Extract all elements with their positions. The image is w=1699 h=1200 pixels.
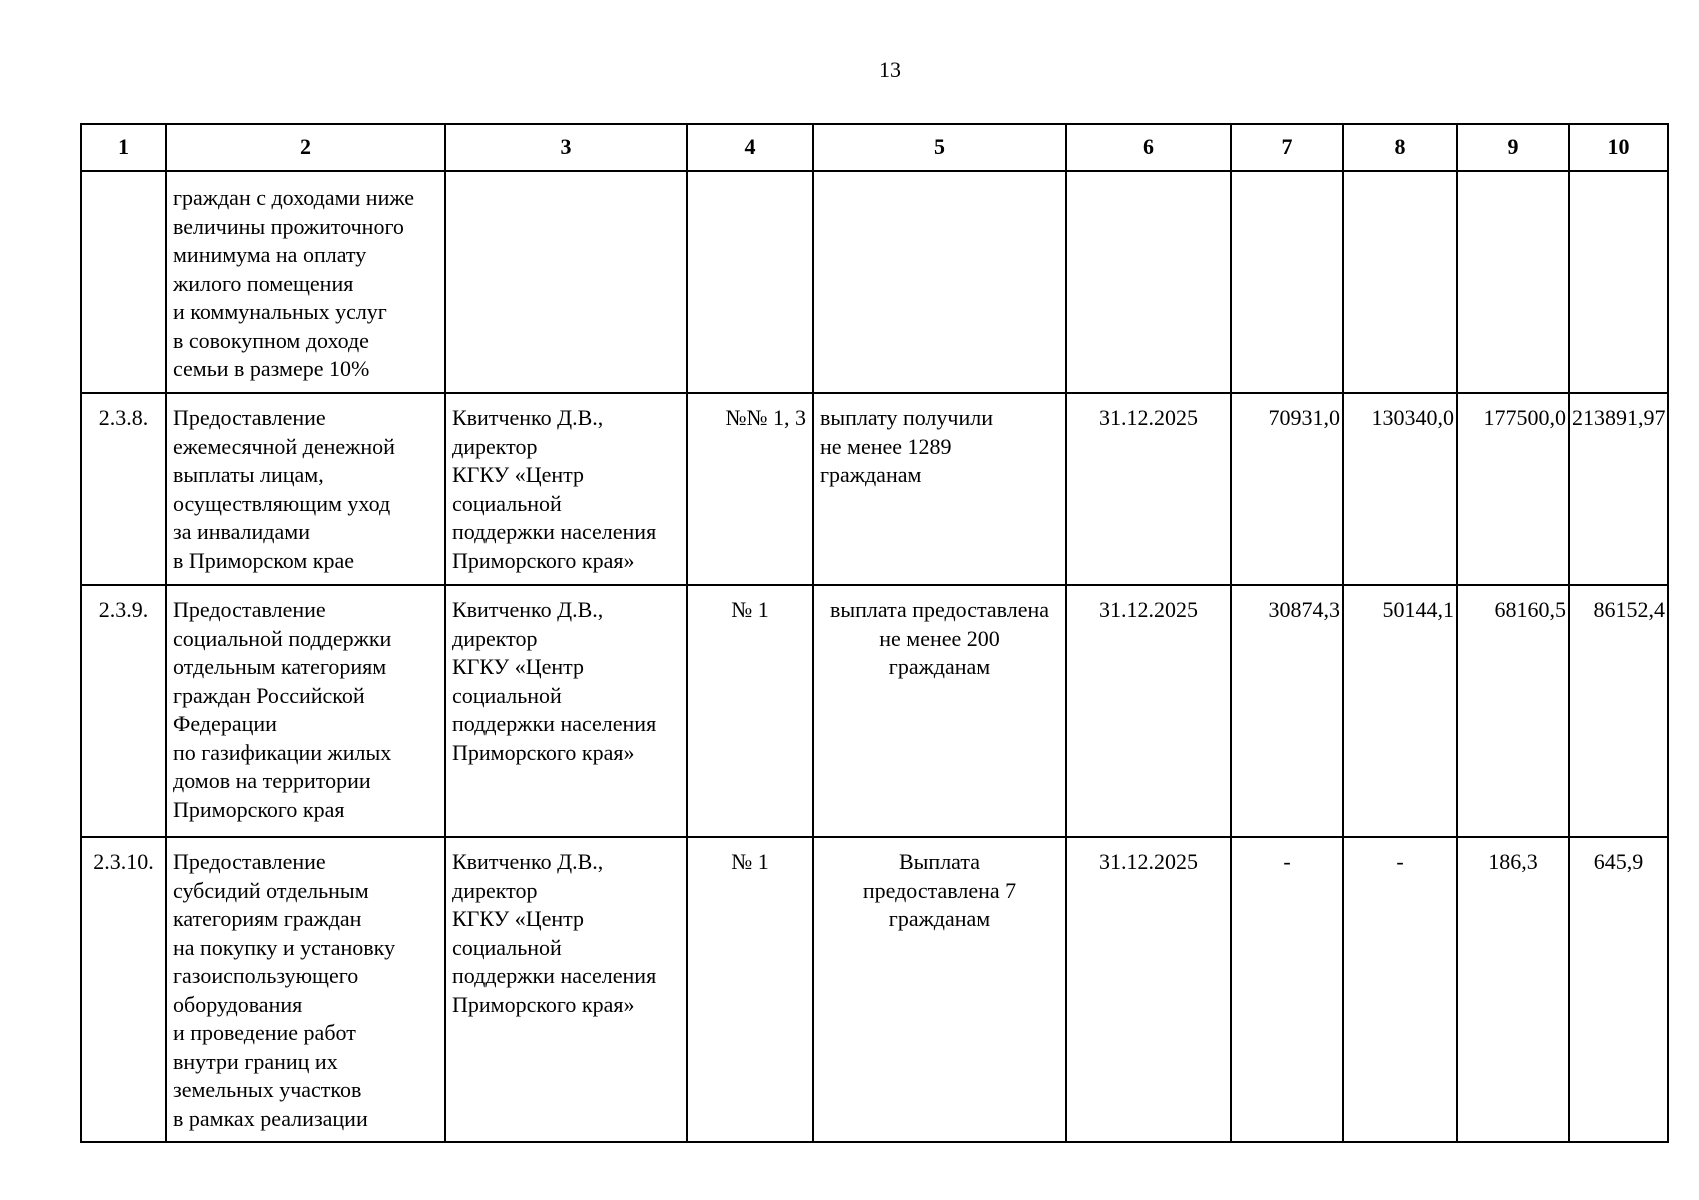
value-cell-8: 130340,0	[1343, 393, 1457, 585]
column-header-6: 6	[1066, 124, 1231, 171]
value-cell-10: 213891,97	[1569, 393, 1668, 585]
value-cell-7: 70931,0	[1231, 393, 1343, 585]
value-cell-7	[1231, 171, 1343, 393]
column-header-2: 2	[166, 124, 445, 171]
responsible-cell: Квитченко Д.В., директор КГКУ «Центр социальной поддержки населения Приморского края»	[445, 837, 687, 1142]
table-row	[81, 837, 1668, 1142]
date-cell: 31.12.2025	[1066, 393, 1231, 585]
activity-name-cell: граждан с доходами ниже величины прожиточного минимума на оплату жилого помещения и коммунальных услуг в совокупном доходе семьи в размере 10%	[166, 171, 445, 393]
column-header-5: 5	[813, 124, 1066, 171]
activity-name-cell: Предоставление социальной поддержки отдельным категориям граждан Российской Федерации по газификации жилых домов на территории Приморского края	[166, 585, 445, 837]
date-cell: 31.12.2025	[1066, 585, 1231, 837]
column-header-9: 9	[1457, 124, 1569, 171]
table-row	[81, 393, 1668, 585]
responsible-cell: Квитченко Д.В., директор КГКУ «Центр социальной поддержки населения Приморского края»	[445, 393, 687, 585]
result-cell: Выплата предоставлена 7 гражданам	[813, 837, 1066, 1142]
reference-cell: №№ 1, 3	[687, 393, 813, 585]
value-cell-7: 30874,3	[1231, 585, 1343, 837]
reference-cell	[687, 171, 813, 393]
column-header-1: 1	[81, 124, 166, 171]
reference-cell: № 1	[687, 837, 813, 1142]
responsible-cell: Квитченко Д.В., директор КГКУ «Центр социальной поддержки населения Приморского края»	[445, 585, 687, 837]
value-cell-8: -	[1343, 837, 1457, 1142]
column-header-8: 8	[1343, 124, 1457, 171]
table-row	[81, 171, 1668, 393]
activity-name-cell: Предоставление ежемесячной денежной выплаты лицам, осуществляющим уход за инвалидами в Приморском крае	[166, 393, 445, 585]
value-cell-8	[1343, 171, 1457, 393]
row-number-cell	[81, 171, 166, 393]
value-cell-10: 86152,4	[1569, 585, 1668, 837]
value-cell-7: -	[1231, 837, 1343, 1142]
value-cell-9: 177500,0	[1457, 393, 1569, 585]
value-cell-8: 50144,1	[1343, 585, 1457, 837]
header-row	[81, 124, 1668, 171]
result-cell: выплату получили не менее 1289 гражданам	[813, 393, 1066, 585]
column-header-7: 7	[1231, 124, 1343, 171]
responsible-cell	[445, 171, 687, 393]
reference-cell: № 1	[687, 585, 813, 837]
date-cell: 31.12.2025	[1066, 837, 1231, 1142]
table-row	[81, 585, 1668, 837]
column-header-10: 10	[1569, 124, 1668, 171]
value-cell-10: 645,9	[1569, 837, 1668, 1142]
program-activities-table	[80, 123, 1669, 1143]
value-cell-10	[1569, 171, 1668, 393]
value-cell-9: 186,3	[1457, 837, 1569, 1142]
date-cell	[1066, 171, 1231, 393]
row-number-cell: 2.3.9.	[81, 585, 166, 837]
value-cell-9	[1457, 171, 1569, 393]
activity-name-cell: Предоставление субсидий отдельным категориям граждан на покупку и установку газоиспользующего оборудования и проведение работ внутри границ их земельных участков в рамках реализации	[166, 837, 445, 1142]
column-header-4: 4	[687, 124, 813, 171]
result-cell: выплата предоставлена не менее 200 гражданам	[813, 585, 1066, 837]
row-number-cell: 2.3.8.	[81, 393, 166, 585]
row-number-cell: 2.3.10.	[81, 837, 166, 1142]
value-cell-9: 68160,5	[1457, 585, 1569, 837]
page-number: 13	[879, 57, 901, 82]
column-header-3: 3	[445, 124, 687, 171]
result-cell	[813, 171, 1066, 393]
